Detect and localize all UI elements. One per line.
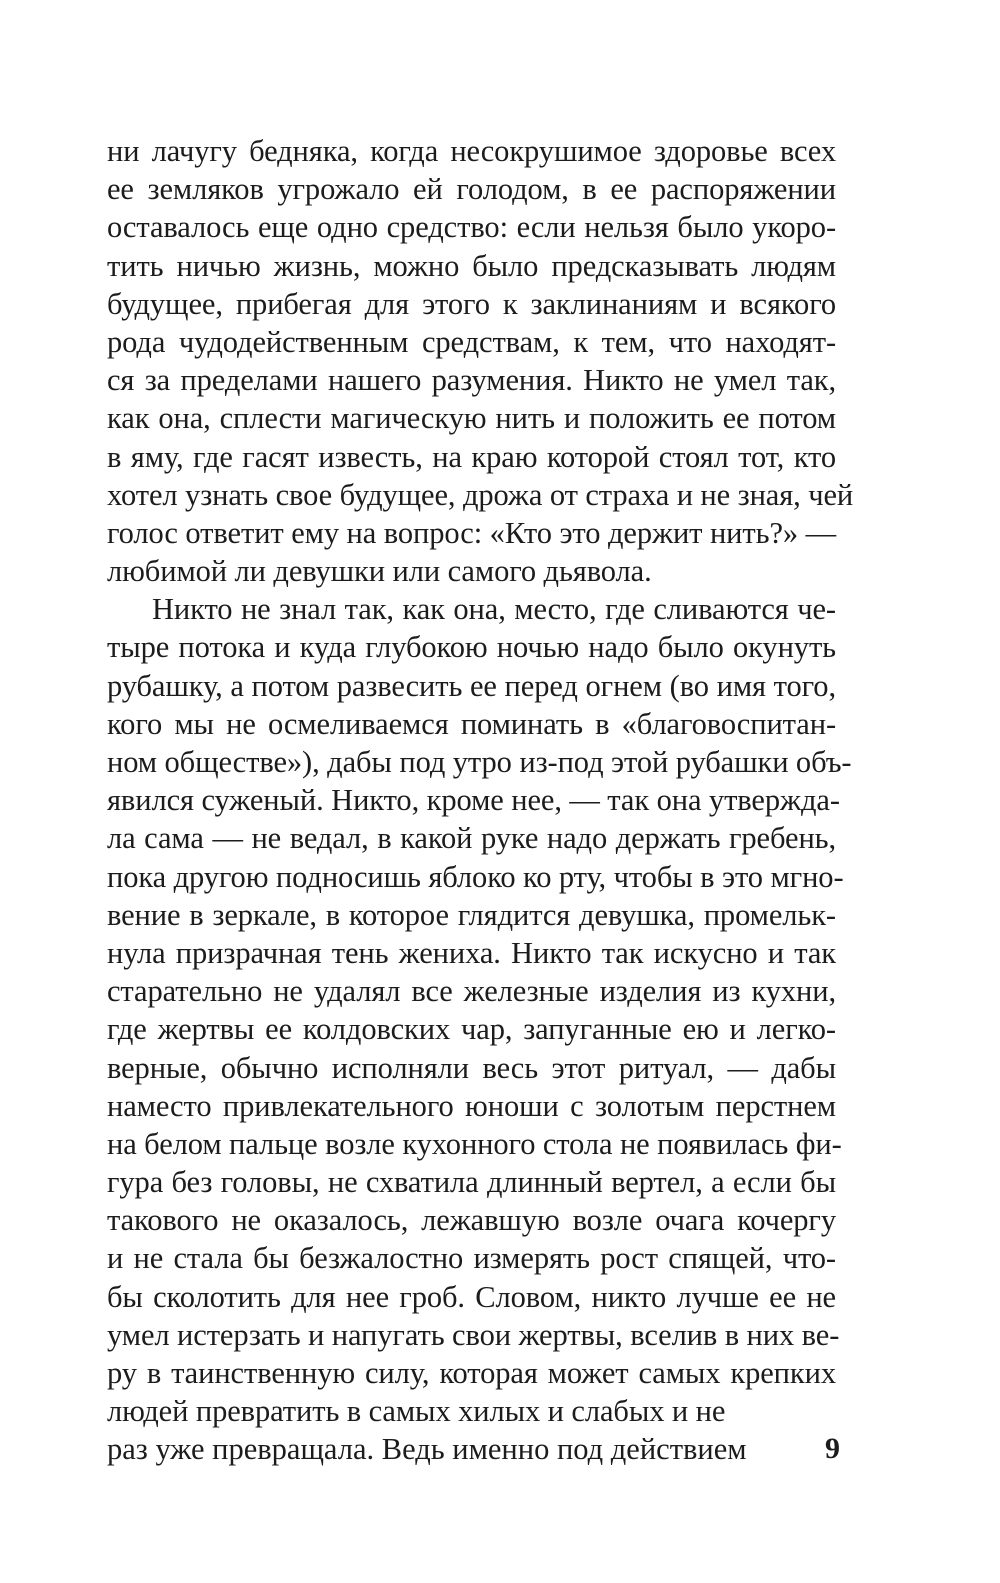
text-line: раз уже превращала. Ведь именно под действием (107, 1432, 747, 1467)
text-line: старательно не удалял все железные изделия из кухни, (107, 974, 836, 1009)
text-line: ла сама — не ведал, в какой руке надо держать гребень, (107, 821, 836, 856)
text-line: оставалось еще одно средство: если нельзя было укоро- (107, 210, 836, 245)
text-line: и не стала бы безжалостно измерять рост спящей, что- (107, 1241, 836, 1276)
paragraph-2 (107, 590, 852, 1468)
text-line: пока другою подносишь яблоко ко рту, чтобы в это мгно- (107, 859, 844, 894)
text-line: ее земляков угрожало ей голодом, в ее распоряжении (107, 172, 836, 207)
text-line: Никто не знал так, как она, место, где сливаются че- (152, 592, 836, 627)
paragraph-1 (107, 132, 854, 590)
page-number: 9 (825, 1432, 840, 1466)
text-line: рода чудодейственным средствам, к тем, что находят- (107, 324, 836, 359)
text-line: где жертвы ее колдовских чар, запуганные ею и легко- (107, 1012, 836, 1047)
text-line: будущее, прибегая для этого к заклинаниям и всякого (107, 286, 836, 321)
text-line: явился суженый. Никто, кроме нее, — так она утвержда- (107, 783, 840, 818)
text-line: ру в таинственную силу, которая может самых крепких (107, 1356, 836, 1390)
text-line: хотел узнать свое будущее, дрожа от страха и не зная, чей (107, 477, 854, 512)
book-page (107, 132, 854, 1469)
text-line: ся за пределами нашего разумения. Никто не умел так, (107, 363, 836, 398)
text-line: кого мы не осмеливаемся поминать в «благовоспитан- (107, 706, 836, 741)
text-line: верные, обычно исполняли весь этот ритуал, — дабы (107, 1050, 836, 1085)
last-line-with-page-number (107, 1430, 840, 1468)
text-line: наместо привлекательного юноши с золотым перстнем (107, 1088, 836, 1123)
text-line: тыре потока и куда глубокою ночью надо было окунуть (107, 630, 836, 665)
text-line: в яму, где гасят известь, на краю которой стоял тот, кто (107, 439, 836, 474)
text-line: любимой ли девушки или самого дьявола. (107, 554, 652, 589)
text-line: как она, сплести магическую нить и положить ее потом (107, 401, 836, 436)
text-line: такового не оказалось, лежавшую возле очага кочергу (107, 1203, 836, 1238)
text-line: людей превратить в самых хилых и слабых и не (107, 1394, 726, 1429)
text-line: рубашку, а потом развесить ее перед огнем (во имя того, (107, 668, 836, 703)
text-line: умел истерзать и напугать свои жертвы, вселив в них ве- (107, 1317, 840, 1352)
text-line: на белом пальце возле кухонного стола не появилась фи- (107, 1126, 842, 1161)
text-line: голос ответит ему на вопрос: «Кто это держит нить?» — (107, 515, 836, 550)
text-line: тить ничью жизнь, можно было предсказывать людям (107, 248, 836, 283)
text-line: вение в зеркале, в которое глядится девушка, промельк- (107, 897, 836, 932)
text-line: нула призрачная тень жениха. Никто так искусно и так (107, 935, 836, 970)
text-line: ном обществе»), дабы под утро из-под этой рубашки объ- (107, 745, 852, 779)
text-line: ни лачугу бедняка, когда несокрушимое здоровье всех (107, 134, 836, 168)
text-line: бы сколотить для нее гроб. Словом, никто лучше ее не (107, 1279, 836, 1314)
text-line: гура без головы, не схватила длинный вертел, а если бы (107, 1165, 836, 1200)
